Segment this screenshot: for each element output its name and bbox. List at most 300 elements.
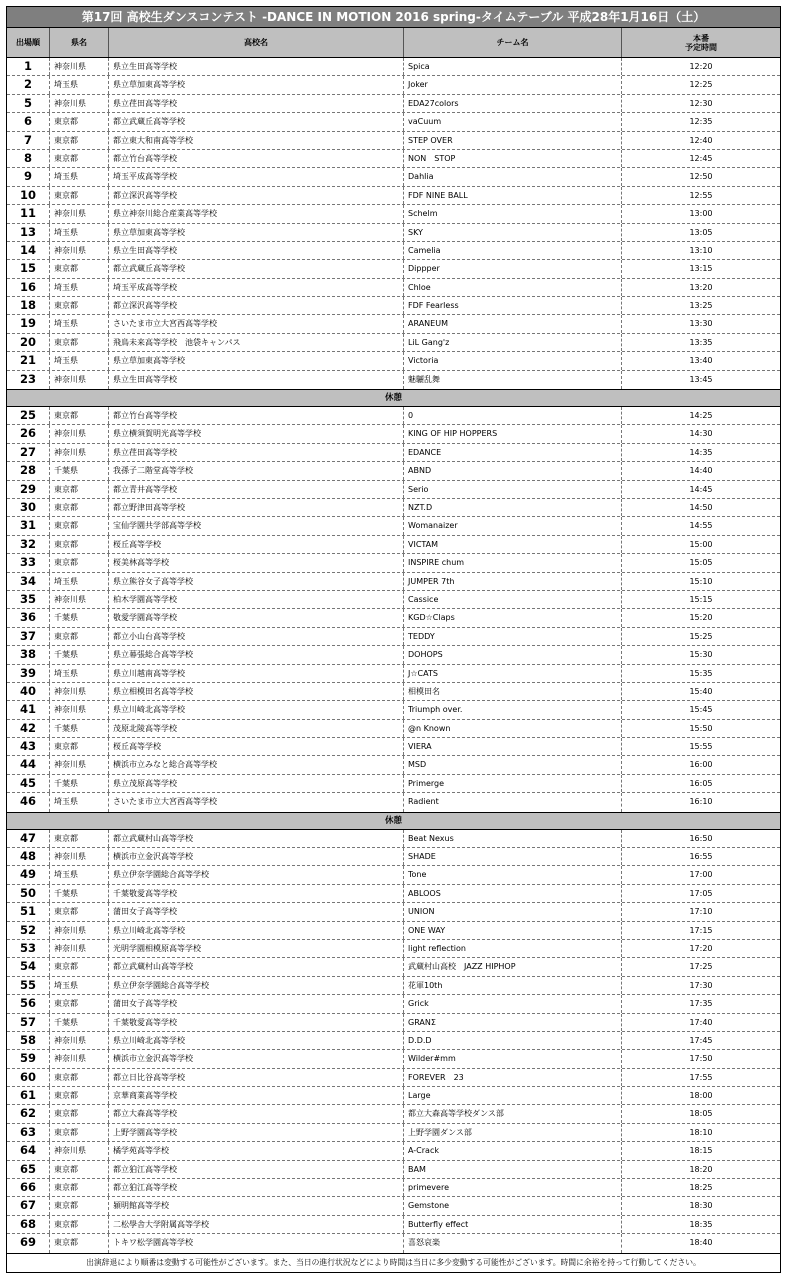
school-cell: 県立荏田高等学校 — [109, 444, 404, 461]
prefecture-cell: 千葉県 — [50, 885, 109, 902]
time-cell: 18:10 — [689, 1127, 713, 1137]
school-cell: 県立草加東高等学校 — [109, 352, 404, 369]
prefecture-cell: 千葉県 — [50, 646, 109, 663]
school-cell: 県立幕張総合高等学校 — [109, 646, 404, 663]
table-row — [7, 260, 780, 278]
order-cell: 31 — [7, 517, 50, 534]
order-cell: 23 — [7, 371, 50, 389]
prefecture-cell: 東京都 — [50, 132, 109, 149]
order-cell: 8 — [7, 150, 50, 167]
prefecture-cell: 埼玉県 — [50, 315, 109, 332]
order-cell: 49 — [7, 866, 50, 883]
team-cell: Victoria — [404, 352, 622, 369]
team-cell: 相模田名 — [404, 683, 622, 700]
table-row — [7, 1124, 780, 1142]
team-cell: vaCuum — [404, 113, 622, 130]
order-cell: 29 — [7, 481, 50, 498]
header-team: チーム名 — [404, 28, 622, 57]
time-cell: 13:25 — [689, 301, 713, 311]
school-cell: 柏木学園高等学校 — [109, 591, 404, 608]
prefecture-cell: 千葉県 — [50, 1014, 109, 1031]
timetable-sheet — [6, 6, 781, 1273]
table-row — [7, 738, 780, 756]
school-cell: 都立深沢高等学校 — [109, 297, 404, 314]
table-row — [7, 940, 780, 958]
time-cell: 17:30 — [689, 980, 713, 990]
table-row — [7, 573, 780, 591]
school-cell: 桜美林高等学校 — [109, 554, 404, 571]
team-cell: Wilder#mm — [404, 1050, 622, 1067]
order-cell: 26 — [7, 425, 50, 442]
prefecture-cell: 埼玉県 — [50, 168, 109, 185]
team-cell: Camelia — [404, 242, 622, 259]
order-cell: 61 — [7, 1087, 50, 1104]
time-cell: 15:25 — [689, 631, 713, 641]
team-cell: Cassice — [404, 591, 622, 608]
order-cell: 65 — [7, 1161, 50, 1178]
prefecture-cell: 東京都 — [50, 1216, 109, 1233]
prefecture-cell: 東京都 — [50, 903, 109, 920]
time-cell: 17:50 — [689, 1054, 713, 1064]
prefecture-cell: 東京都 — [50, 536, 109, 553]
team-cell: TEDDY — [404, 628, 622, 645]
time-cell: 18:35 — [689, 1219, 713, 1229]
time-cell: 17:10 — [689, 907, 713, 917]
table-row — [7, 1234, 780, 1252]
prefecture-cell: 東京都 — [50, 1234, 109, 1252]
table-row — [7, 701, 780, 719]
order-cell: 69 — [7, 1234, 50, 1252]
team-cell: light reflection — [404, 940, 622, 957]
team-cell: A-Crack — [404, 1142, 622, 1159]
time-cell: 15:20 — [689, 613, 713, 623]
order-cell: 64 — [7, 1142, 50, 1159]
team-cell: 上野学園ダンス部 — [404, 1124, 622, 1141]
team-cell: primevere — [404, 1179, 622, 1196]
team-cell: ARANEUM — [404, 315, 622, 332]
prefecture-cell: 東京都 — [50, 297, 109, 314]
time-cell: 14:40 — [689, 466, 713, 476]
time-cell: 18:05 — [689, 1109, 713, 1119]
table-row — [7, 536, 780, 554]
prefecture-cell: 神奈川県 — [50, 922, 109, 939]
time-cell: 13:40 — [689, 356, 713, 366]
prefecture-cell: 東京都 — [50, 1105, 109, 1122]
prefecture-cell: 神奈川県 — [50, 444, 109, 461]
school-cell: 都立狛江高等学校 — [109, 1161, 404, 1178]
school-cell: 都立竹台高等学校 — [109, 407, 404, 424]
school-cell: 県立草加東高等学校 — [109, 224, 404, 241]
school-cell: 潁明館高等学校 — [109, 1197, 404, 1214]
table-row — [7, 58, 780, 76]
school-cell: 県立川崎北高等学校 — [109, 701, 404, 718]
order-cell: 25 — [7, 407, 50, 424]
order-cell: 56 — [7, 995, 50, 1012]
order-cell: 21 — [7, 352, 50, 369]
prefecture-cell: 神奈川県 — [50, 848, 109, 865]
prefecture-cell: 東京都 — [50, 738, 109, 755]
prefecture-cell: 埼玉県 — [50, 352, 109, 369]
school-cell: トキワ松学園高等学校 — [109, 1234, 404, 1252]
prefecture-cell: 東京都 — [50, 995, 109, 1012]
team-cell: INSPIRE chum — [404, 554, 622, 571]
order-cell: 62 — [7, 1105, 50, 1122]
time-cell: 14:30 — [689, 429, 713, 439]
schedule-block — [7, 407, 780, 812]
team-cell: FDF Fearless — [404, 297, 622, 314]
table-row — [7, 665, 780, 683]
school-cell: 都立竹台高等学校 — [109, 150, 404, 167]
school-cell: 都立野津田高等学校 — [109, 499, 404, 516]
prefecture-cell: 神奈川県 — [50, 701, 109, 718]
footer-note: 出演辞退により順番は変動する可能性がございます。また、当日の進行状況などにより時間は当日に多少変動する可能性がございます。時間に余裕を持って行動してください。 — [7, 1253, 780, 1272]
prefecture-cell: 神奈川県 — [50, 1032, 109, 1049]
order-cell: 53 — [7, 940, 50, 957]
table-row — [7, 885, 780, 903]
table-row — [7, 187, 780, 205]
school-cell: 埼玉平成高等学校 — [109, 279, 404, 296]
time-cell: 15:15 — [689, 594, 713, 604]
order-cell: 46 — [7, 793, 50, 811]
time-cell: 12:35 — [689, 117, 713, 127]
team-cell: EDA27colors — [404, 95, 622, 112]
time-cell: 18:00 — [689, 1091, 713, 1101]
prefecture-cell: 埼玉県 — [50, 279, 109, 296]
table-row — [7, 1161, 780, 1179]
time-cell: 18:15 — [689, 1146, 713, 1156]
order-cell: 42 — [7, 720, 50, 737]
time-cell: 16:10 — [689, 797, 713, 807]
table-row — [7, 95, 780, 113]
table-row — [7, 1179, 780, 1197]
prefecture-cell: 千葉県 — [50, 720, 109, 737]
team-cell: Gemstone — [404, 1197, 622, 1214]
team-cell: Beat Nexus — [404, 830, 622, 847]
school-cell: さいたま市立大宮西高等学校 — [109, 315, 404, 332]
order-cell: 41 — [7, 701, 50, 718]
school-cell: 二松學舎大学附属高等学校 — [109, 1216, 404, 1233]
table-row — [7, 720, 780, 738]
prefecture-cell: 埼玉県 — [50, 866, 109, 883]
schedule-block — [7, 58, 780, 389]
time-cell: 12:30 — [689, 98, 713, 108]
team-cell: LiL Gang'z — [404, 334, 622, 351]
order-cell: 19 — [7, 315, 50, 332]
school-cell: 県立草加東高等学校 — [109, 76, 404, 93]
prefecture-cell: 東京都 — [50, 830, 109, 847]
table-row — [7, 756, 780, 774]
order-cell: 34 — [7, 573, 50, 590]
time-cell: 12:40 — [689, 135, 713, 145]
time-cell: 17:05 — [689, 888, 713, 898]
table-row — [7, 168, 780, 186]
time-cell: 18:25 — [689, 1183, 713, 1193]
table-row — [7, 554, 780, 572]
table-row — [7, 499, 780, 517]
time-cell: 15:00 — [689, 539, 713, 549]
time-cell: 15:55 — [689, 742, 713, 752]
team-cell: Dahlia — [404, 168, 622, 185]
time-cell: 15:50 — [689, 723, 713, 733]
prefecture-cell: 神奈川県 — [50, 940, 109, 957]
team-cell: Joker — [404, 76, 622, 93]
school-cell: 県立横須賀明光高等学校 — [109, 425, 404, 442]
prefecture-cell: 埼玉県 — [50, 977, 109, 994]
team-cell: Dippper — [404, 260, 622, 277]
school-cell: 埼玉平成高等学校 — [109, 168, 404, 185]
table-row — [7, 113, 780, 131]
order-cell: 66 — [7, 1179, 50, 1196]
school-cell: 宝仙学園共学部高等学校 — [109, 517, 404, 534]
table-row — [7, 775, 780, 793]
school-cell: 蒲田女子高等学校 — [109, 903, 404, 920]
prefecture-cell: 神奈川県 — [50, 242, 109, 259]
order-cell: 60 — [7, 1069, 50, 1086]
table-body — [7, 58, 780, 1253]
order-cell: 43 — [7, 738, 50, 755]
table-row — [7, 371, 780, 389]
order-cell: 38 — [7, 646, 50, 663]
order-cell: 37 — [7, 628, 50, 645]
table-row — [7, 1105, 780, 1123]
time-cell: 15:05 — [689, 558, 713, 568]
school-cell: 県立神奈川総合産業高等学校 — [109, 205, 404, 222]
order-cell: 59 — [7, 1050, 50, 1067]
team-cell: ABND — [404, 462, 622, 479]
prefecture-cell: 神奈川県 — [50, 371, 109, 389]
page-title: 第17回 高校生ダンスコンテスト -DANCE IN MOTION 2016 spring-タイムテーブル 平成28年1月16日（土） — [7, 7, 780, 28]
time-cell: 17:25 — [689, 962, 713, 972]
prefecture-cell: 神奈川県 — [50, 683, 109, 700]
table-row — [7, 76, 780, 94]
time-cell: 13:30 — [689, 319, 713, 329]
table-row — [7, 866, 780, 884]
school-cell: 県立熊谷女子高等学校 — [109, 573, 404, 590]
school-cell: 県立生田高等学校 — [109, 242, 404, 259]
school-cell: 横浜市立金沢高等学校 — [109, 848, 404, 865]
prefecture-cell: 東京都 — [50, 499, 109, 516]
prefecture-cell: 東京都 — [50, 517, 109, 534]
prefecture-cell: 埼玉県 — [50, 793, 109, 811]
prefecture-cell: 神奈川県 — [50, 205, 109, 222]
order-cell: 20 — [7, 334, 50, 351]
school-cell: 都立小山台高等学校 — [109, 628, 404, 645]
team-cell: 魅驪乱舞 — [404, 371, 622, 389]
time-cell: 14:50 — [689, 502, 713, 512]
team-cell: EDANCE — [404, 444, 622, 461]
table-row — [7, 297, 780, 315]
table-row — [7, 1216, 780, 1234]
prefecture-cell: 埼玉県 — [50, 573, 109, 590]
schedule-block — [7, 830, 780, 1253]
table-row — [7, 922, 780, 940]
table-row — [7, 958, 780, 976]
time-cell: 14:35 — [689, 447, 713, 457]
order-cell: 28 — [7, 462, 50, 479]
team-cell: Womanaizer — [404, 517, 622, 534]
team-cell: NZT.D — [404, 499, 622, 516]
team-cell: SKY — [404, 224, 622, 241]
time-cell: 12:45 — [689, 153, 713, 163]
team-cell: Schelm — [404, 205, 622, 222]
prefecture-cell: 神奈川県 — [50, 1050, 109, 1067]
table-row — [7, 903, 780, 921]
time-cell: 15:10 — [689, 576, 713, 586]
school-cell: 県立川崎北高等学校 — [109, 922, 404, 939]
order-cell: 27 — [7, 444, 50, 461]
time-cell: 17:15 — [689, 925, 713, 935]
prefecture-cell: 神奈川県 — [50, 425, 109, 442]
break-row: 休憩 — [7, 389, 780, 407]
order-cell: 15 — [7, 260, 50, 277]
table-row — [7, 205, 780, 223]
order-cell: 32 — [7, 536, 50, 553]
time-cell: 13:45 — [689, 374, 713, 384]
order-cell: 39 — [7, 665, 50, 682]
team-cell: GRANΣ — [404, 1014, 622, 1031]
table-row — [7, 242, 780, 260]
prefecture-cell: 埼玉県 — [50, 665, 109, 682]
school-cell: 桜丘高等学校 — [109, 536, 404, 553]
team-cell: Tone — [404, 866, 622, 883]
order-cell: 63 — [7, 1124, 50, 1141]
team-cell: UNION — [404, 903, 622, 920]
school-cell: 県立荏田高等学校 — [109, 95, 404, 112]
order-cell: 6 — [7, 113, 50, 130]
order-cell: 67 — [7, 1197, 50, 1214]
order-cell: 9 — [7, 168, 50, 185]
school-cell: 県立伊奈学園総合高等学校 — [109, 977, 404, 994]
team-cell: NON STOP — [404, 150, 622, 167]
time-cell: 13:10 — [689, 245, 713, 255]
school-cell: 横浜市立みなと総合高等学校 — [109, 756, 404, 773]
header-time-line2: 予定時間 — [685, 42, 717, 52]
team-cell: Chloe — [404, 279, 622, 296]
school-cell: 飛鳥未来高等学校 池袋キャンパス — [109, 334, 404, 351]
team-cell: 武蔵村山高校 JAZZ HIPHOP — [404, 958, 622, 975]
prefecture-cell: 東京都 — [50, 1161, 109, 1178]
prefecture-cell: 東京都 — [50, 113, 109, 130]
prefecture-cell: 神奈川県 — [50, 95, 109, 112]
team-cell: Primerge — [404, 775, 622, 792]
prefecture-cell: 東京都 — [50, 1197, 109, 1214]
time-cell: 15:40 — [689, 686, 713, 696]
school-cell: 都立東大和南高等学校 — [109, 132, 404, 149]
order-cell: 51 — [7, 903, 50, 920]
prefecture-cell: 神奈川県 — [50, 58, 109, 75]
time-cell: 17:40 — [689, 1017, 713, 1027]
team-cell: JUMPER 7th — [404, 573, 622, 590]
header-order: 出場順 — [7, 28, 50, 57]
team-cell: 喜怒哀楽 — [404, 1234, 622, 1252]
school-cell: 都立武蔵丘高等学校 — [109, 260, 404, 277]
time-cell: 16:55 — [689, 852, 713, 862]
time-cell: 14:25 — [689, 411, 713, 421]
prefecture-cell: 千葉県 — [50, 462, 109, 479]
time-cell: 16:00 — [689, 760, 713, 770]
order-cell: 14 — [7, 242, 50, 259]
header-time — [622, 28, 780, 57]
order-cell: 16 — [7, 279, 50, 296]
order-cell: 36 — [7, 609, 50, 626]
table-row — [7, 1014, 780, 1032]
team-cell: Serio — [404, 481, 622, 498]
time-cell: 12:55 — [689, 190, 713, 200]
table-row — [7, 793, 780, 811]
school-cell: 都立深沢高等学校 — [109, 187, 404, 204]
school-cell: 千葉敬愛高等学校 — [109, 885, 404, 902]
order-cell: 52 — [7, 922, 50, 939]
team-cell: STEP OVER — [404, 132, 622, 149]
team-cell: Triumph over. — [404, 701, 622, 718]
table-row — [7, 646, 780, 664]
table-row — [7, 628, 780, 646]
school-cell: 県立相模田名高等学校 — [109, 683, 404, 700]
table-row — [7, 334, 780, 352]
time-cell: 14:45 — [689, 484, 713, 494]
school-cell: 県立川崎北高等学校 — [109, 1032, 404, 1049]
order-cell: 2 — [7, 76, 50, 93]
table-row — [7, 279, 780, 297]
prefecture-cell: 東京都 — [50, 407, 109, 424]
time-cell: 13:05 — [689, 227, 713, 237]
order-cell: 50 — [7, 885, 50, 902]
school-cell: 都立武蔵村山高等学校 — [109, 830, 404, 847]
time-cell: 12:25 — [689, 80, 713, 90]
school-cell: 千葉敬愛高等学校 — [109, 1014, 404, 1031]
time-cell: 17:35 — [689, 999, 713, 1009]
school-cell: 横浜市立金沢高等学校 — [109, 1050, 404, 1067]
prefecture-cell: 東京都 — [50, 1069, 109, 1086]
team-cell: SHADE — [404, 848, 622, 865]
team-cell: Spica — [404, 58, 622, 75]
order-cell: 7 — [7, 132, 50, 149]
order-cell: 33 — [7, 554, 50, 571]
school-cell: 京華商業高等学校 — [109, 1087, 404, 1104]
order-cell: 10 — [7, 187, 50, 204]
team-cell: J☆CATS — [404, 665, 622, 682]
table-row — [7, 352, 780, 370]
order-cell: 45 — [7, 775, 50, 792]
school-cell: 県立川越南高等学校 — [109, 665, 404, 682]
school-cell: 茂原北陵高等学校 — [109, 720, 404, 737]
table-row — [7, 481, 780, 499]
team-cell: FOREVER 23 — [404, 1069, 622, 1086]
table-row — [7, 1032, 780, 1050]
table-row — [7, 407, 780, 425]
team-cell: Large — [404, 1087, 622, 1104]
header-time-line1: 本番 — [693, 33, 709, 43]
prefecture-cell: 神奈川県 — [50, 756, 109, 773]
prefecture-cell: 東京都 — [50, 481, 109, 498]
prefecture-cell: 埼玉県 — [50, 224, 109, 241]
table-row — [7, 444, 780, 462]
school-cell: 桜丘高等学校 — [109, 738, 404, 755]
table-row — [7, 150, 780, 168]
table-row — [7, 132, 780, 150]
order-cell: 48 — [7, 848, 50, 865]
team-cell: Grick — [404, 995, 622, 1012]
prefecture-cell: 東京都 — [50, 1124, 109, 1141]
table-row — [7, 1142, 780, 1160]
time-cell: 17:45 — [689, 1035, 713, 1045]
order-cell: 58 — [7, 1032, 50, 1049]
prefecture-cell: 東京都 — [50, 260, 109, 277]
time-cell: 15:45 — [689, 705, 713, 715]
prefecture-cell: 東京都 — [50, 1087, 109, 1104]
time-cell: 13:15 — [689, 264, 713, 274]
team-cell: VIERA — [404, 738, 622, 755]
